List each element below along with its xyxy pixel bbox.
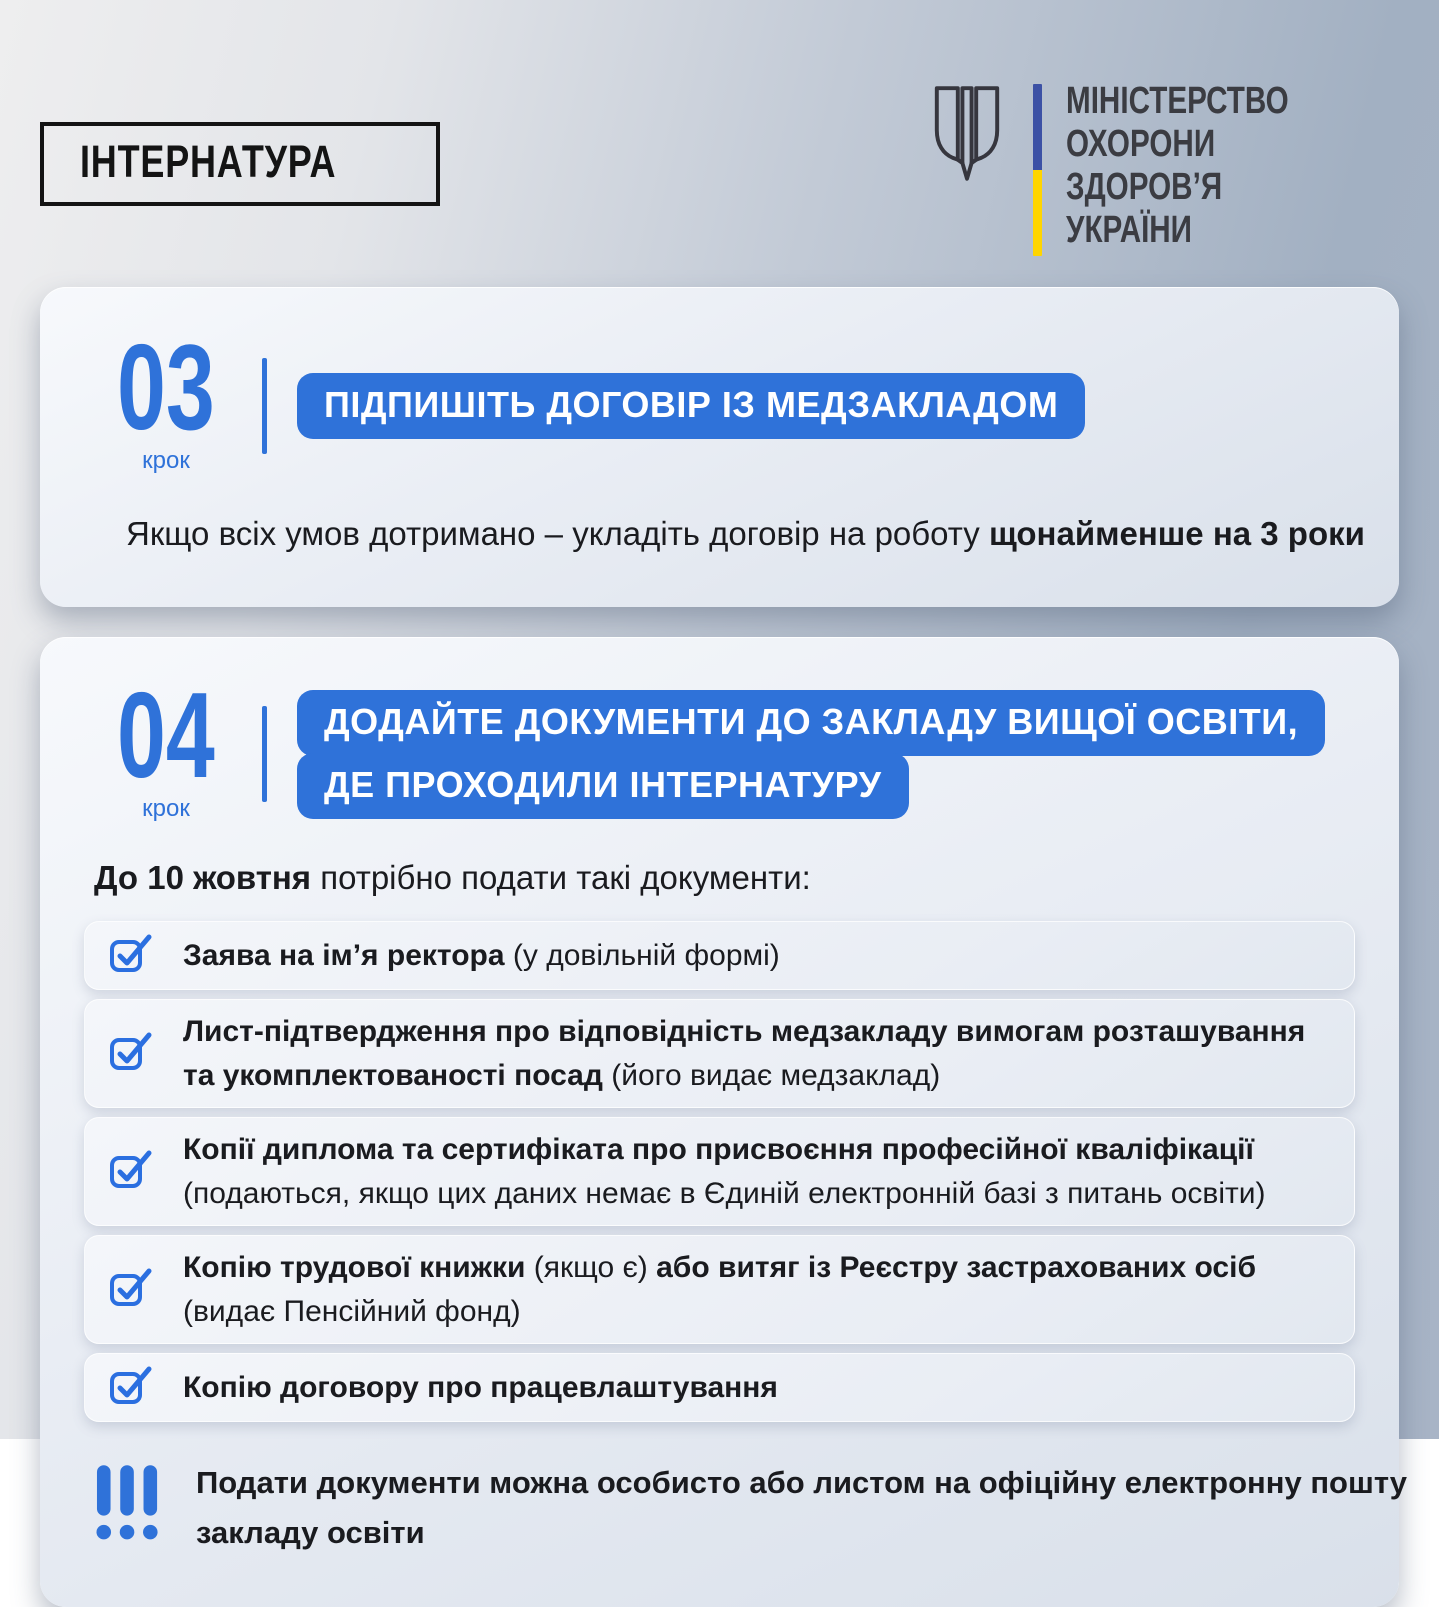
header [0, 0, 1439, 256]
list-item-text [183, 1366, 778, 1410]
step3-number: 03 [117, 319, 215, 455]
list-item-segment: (подаються, якщо цих даних немає в Єдиній електронній базі з питань освіти) [183, 1176, 1266, 1210]
list-item-text [183, 1128, 1266, 1215]
triple-exclamation-icon [96, 1464, 160, 1549]
list-item-segment: Копію договору про працевлаштування [183, 1370, 778, 1404]
step4-card [40, 637, 1408, 1607]
ministry-logo [925, 80, 1351, 256]
step3-header [96, 319, 1343, 475]
ministry-line: УКРАЇНИ [1065, 208, 1192, 251]
list-item-segment: та укомплектованості посад [183, 1058, 612, 1092]
step3-body-regular: Якщо всіх умов дотримано – укладіть договір на роботу [126, 515, 989, 553]
checkbox-icon [109, 932, 153, 979]
step3-label: крок [142, 447, 190, 475]
checklist [84, 921, 1355, 1422]
divider-line [262, 706, 267, 802]
step3-number-block [96, 319, 236, 475]
step4-header [96, 667, 1359, 823]
list-item-segment: (його видає медзаклад) [611, 1058, 941, 1092]
warning-line1: Подати документи можна особисто або листом на офіційну електронну пошту [196, 1465, 1408, 1501]
list-item-text [183, 1010, 1305, 1097]
list-item [84, 921, 1355, 990]
title-badge [40, 122, 440, 206]
checkbox-icon [109, 1148, 153, 1195]
step4-number-block [96, 667, 236, 823]
list-item [84, 1353, 1355, 1422]
list-item-segment: Копії диплома та сертифіката про присвоєння професійної кваліфікації [183, 1133, 1254, 1167]
step4-label: крок [142, 795, 190, 823]
ministry-line: МІНІСТЕРСТВО [1065, 80, 1289, 122]
list-item-segment: (видає Пенсійний фонд) [183, 1294, 521, 1328]
list-item-segment: Копію трудової книжки [183, 1251, 534, 1285]
list-item [84, 999, 1355, 1108]
trident-icon [925, 84, 1009, 200]
step3-body [126, 515, 1365, 553]
step3-body-bold: щонайменше на 3 роки [988, 515, 1365, 553]
list-item-segment: Лист-підтвердження про відповідність медзакладу вимогам розташування [183, 1015, 1306, 1049]
list-item-segment: (у довільній формі) [512, 938, 780, 972]
ministry-line: ЗДОРОВ’Я [1065, 165, 1222, 208]
ministry-name [1066, 80, 1351, 252]
list-item [84, 1117, 1355, 1226]
step4-number: 04 [117, 667, 215, 804]
list-item-segment: або витяг із Реєстру застрахованих осіб [656, 1251, 1256, 1285]
step3-title-pill: ПІДПИШІТЬ ДОГОВІР ІЗ МЕДЗАКЛАДОМ [297, 373, 1085, 439]
list-item-segment: (якщо є) [533, 1251, 657, 1285]
step3-card [40, 287, 1399, 607]
list-item [84, 1235, 1355, 1344]
warning-note [96, 1460, 1408, 1557]
divider-line [262, 358, 267, 454]
warning-line2: закладу освіти [196, 1514, 425, 1550]
checklist-intro-regular: потрібно подати такі документи: [311, 859, 811, 897]
checkbox-icon [109, 1266, 153, 1313]
checkbox-icon [109, 1030, 153, 1077]
step4-title-pill-line1: ДОДАЙТЕ ДОКУМЕНТИ ДО ЗАКЛАДУ ВИЩОЇ ОСВІТИ, [297, 690, 1325, 756]
checklist-intro-bold: До 10 жовтня [94, 859, 312, 897]
flag-bar-icon [1033, 84, 1042, 256]
list-item-segment: Заява на ім’я ректора [183, 938, 513, 972]
list-item-text [183, 1246, 1256, 1333]
checklist-intro [94, 859, 1359, 897]
checkbox-icon [109, 1364, 153, 1411]
title-badge-label: ІНТЕРНАТУРА [80, 136, 337, 187]
ministry-line: ОХОРОНИ [1065, 122, 1215, 165]
step4-title-pill-line2: ДЕ ПРОХОДИЛИ ІНТЕРНАТУРУ [297, 753, 909, 819]
warning-text [196, 1458, 1407, 1557]
list-item-text [183, 934, 780, 978]
